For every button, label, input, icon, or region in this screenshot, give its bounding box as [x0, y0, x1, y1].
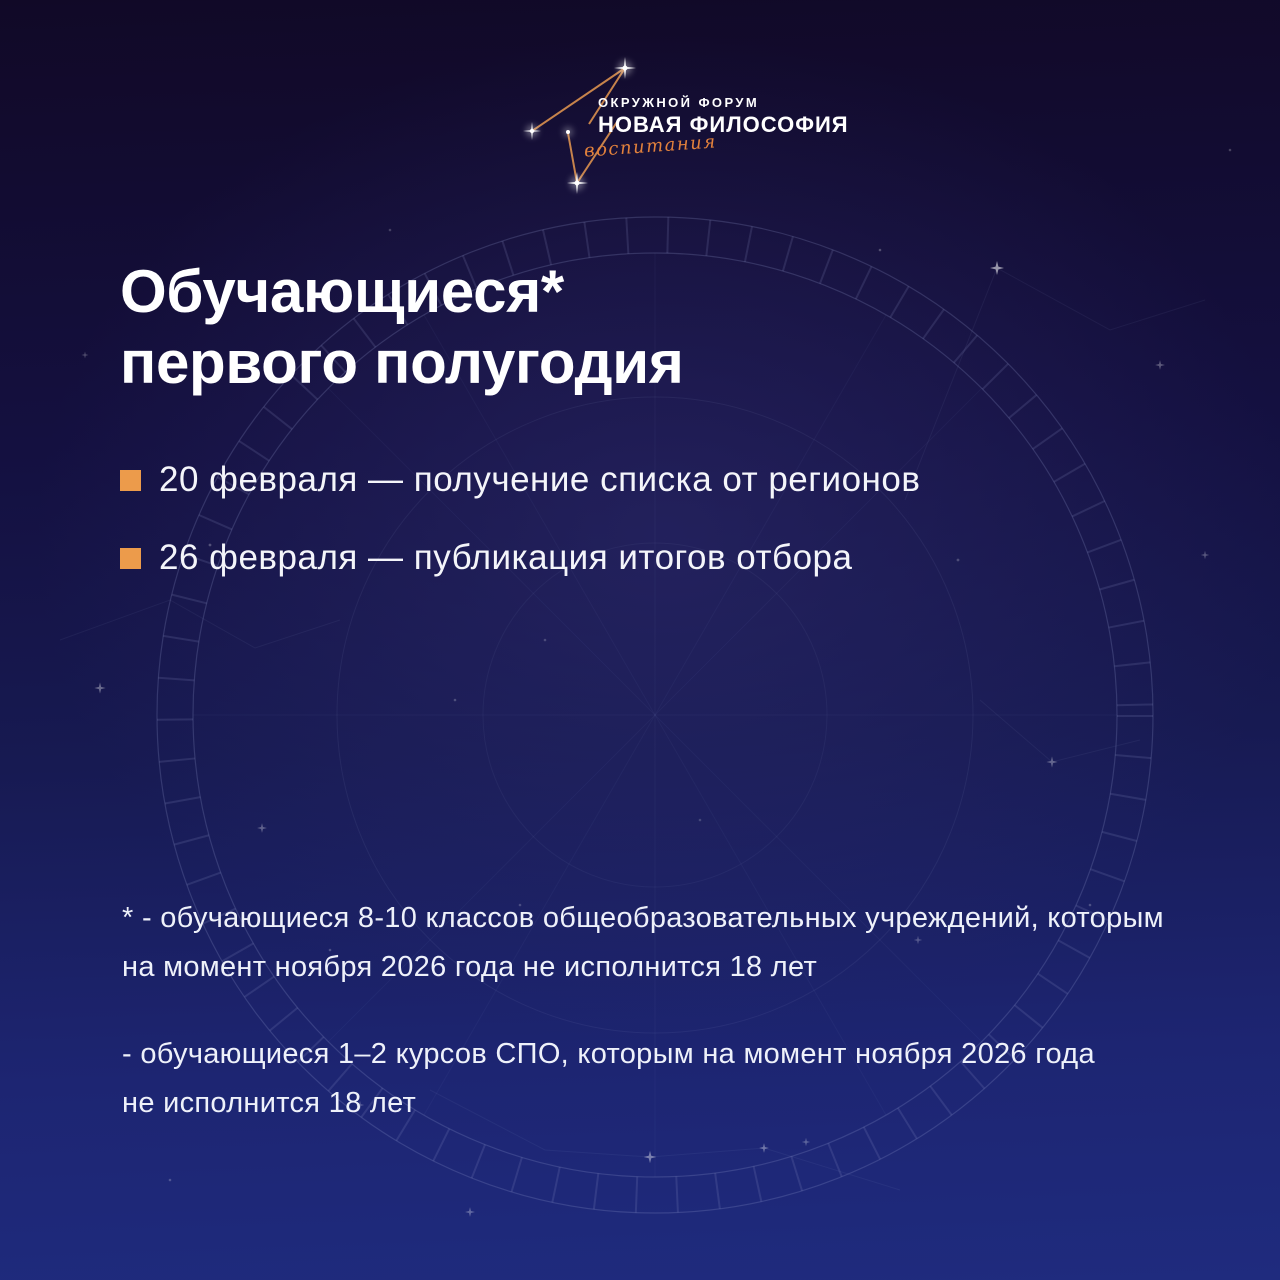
footnote-line: - обучающиеся 1–2 курсов СПО, которым на момент ноября 2026 года [122, 1038, 1095, 1070]
logo-top-line: ОКРУЖНОЙ ФОРУМ [598, 95, 760, 110]
timeline-item [120, 536, 920, 580]
logo-script-word: воспитания [583, 131, 718, 162]
timeline-item-text: 26 февраля — публикация итогов отбора [159, 538, 853, 577]
footnotes-block [122, 894, 1164, 1128]
page-title-line2: первого полугодия [120, 329, 684, 396]
footnote-line: не исполнится 18 лет [122, 1087, 417, 1119]
logo-main-line: НОВАЯ ФИЛОСОФИЯ [598, 112, 849, 137]
timeline-list [120, 458, 920, 614]
timeline-item [120, 458, 920, 502]
footnote-students [122, 894, 1164, 992]
square-bullet-icon [120, 470, 141, 491]
page-title [120, 256, 684, 398]
page-title-line1: Обучающиеся* [120, 258, 564, 325]
footnote-spo [122, 1030, 1164, 1128]
footnote-line: на момент ноября 2026 года не исполнится 18 лет [122, 951, 818, 983]
timeline-item-text: 20 февраля — получение списка от регионов [159, 460, 921, 499]
footnote-line: * - обучающиеся 8-10 классов общеобразовательных учреждений, которым [122, 902, 1164, 934]
square-bullet-icon [120, 548, 141, 569]
forum-logo [583, 95, 849, 162]
